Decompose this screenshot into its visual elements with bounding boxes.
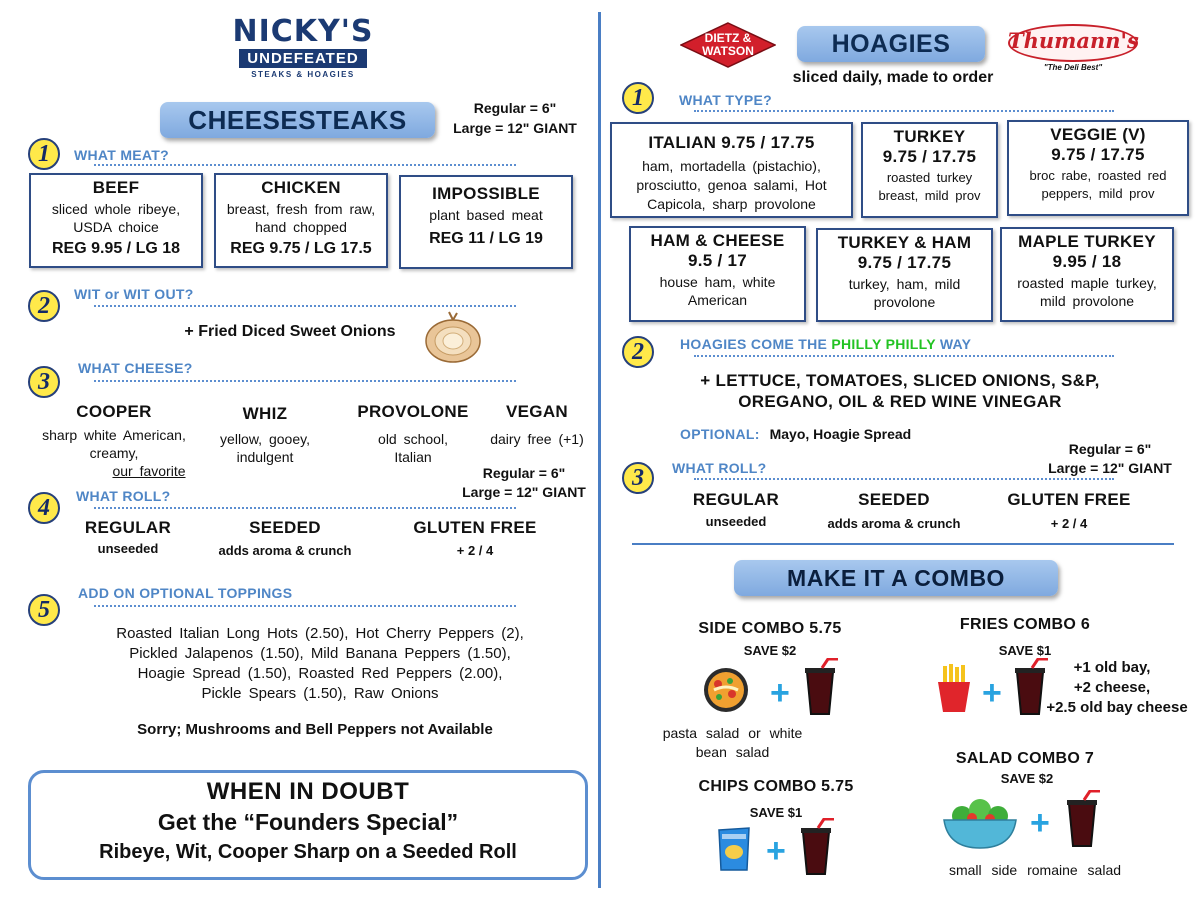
plus-icon: + xyxy=(766,832,786,870)
roll-seeded: SEEDED adds aroma & crunch xyxy=(218,518,352,558)
doubt-heading: WHEN IN DOUBT xyxy=(206,778,410,805)
step-what-meat: WHAT MEAT? xyxy=(74,147,170,163)
roll-regular: REGULAR unseeded xyxy=(84,518,172,556)
salad-combo-title: SALAD COMBO 7 xyxy=(955,750,1095,767)
pasta-salad-icon xyxy=(702,666,750,714)
chips-bag-icon xyxy=(716,826,752,872)
hoagie-roll-gluten-free: GLUTEN FREE + 2 / 4 xyxy=(1007,490,1131,531)
step-1-badge: 1 xyxy=(28,138,60,170)
hoagie-card-turkey: TURKEY 9.75 / 17.75 roasted turkey breast, mild prov xyxy=(861,122,998,218)
dotted-rule xyxy=(94,380,516,382)
soda-cup-icon xyxy=(796,818,836,876)
fries-combo-title: FRIES COMBO 6 xyxy=(959,616,1091,633)
hoagie-step-2-badge: 2 xyxy=(622,336,654,368)
plus-icon: + xyxy=(1030,804,1050,842)
plus-icon: + xyxy=(770,674,790,712)
hoagies-subtitle: sliced daily, made to order xyxy=(792,69,994,86)
dotted-rule xyxy=(94,164,516,166)
step-what-roll-hoagie: WHAT ROLL? xyxy=(672,460,767,476)
toppings-list: Roasted Italian Long Hots (2.50), Hot Cherry Peppers (2), Pickled Jalapenos (1.50), Mild Banana Peppers (1.50), Hoagie Spread (1.50), Roasted Red Peppers (2.00), Pickle Spears (1.50), Raw Onions xyxy=(116,625,524,702)
founders-special-desc: Ribeye, Wit, Cooper Sharp on a Seeded Roll xyxy=(99,841,517,863)
meat-card-chicken: CHICKEN breast, fresh from raw, hand chopped REG 9.75 / LG 17.5 xyxy=(214,173,388,268)
combo-title: MAKE IT A COMBO xyxy=(734,560,1058,596)
roll-sizes: Regular = 6" Large = 12" GIANT xyxy=(462,465,586,500)
hoagie-card-turkey-ham: TURKEY & HAM 9.75 / 17.75 turkey, ham, mild provolone xyxy=(816,228,993,322)
hoagie-card-maple-turkey: MAPLE TURKEY 9.95 / 18 roasted maple turkey, mild provolone xyxy=(1000,227,1174,322)
step-4-badge: 4 xyxy=(28,492,60,524)
roll-gluten-free: GLUTEN FREE + 2 / 4 xyxy=(413,518,537,558)
step-5-badge: 5 xyxy=(28,594,60,626)
soda-cup-icon xyxy=(1062,790,1102,848)
optional-toppings: OPTIONAL: Mayo, Hoagie Spread xyxy=(680,426,912,442)
hoagie-step-1-badge: 1 xyxy=(622,82,654,114)
side-combo-desc: pasta salad or white bean salad xyxy=(662,725,803,760)
step-what-roll: WHAT ROLL? xyxy=(76,488,171,504)
fries-options: +1 old bay, +2 cheese, +2.5 old bay cheese xyxy=(1046,659,1188,716)
dotted-rule xyxy=(694,110,1114,112)
cheese-whiz: WHIZ yellow, gooey, indulgent xyxy=(220,404,310,465)
plus-icon: + xyxy=(982,674,1002,712)
cheese-cooper: COOPER sharp white American, creamy, our favorite xyxy=(42,402,186,479)
nickys-logo: NICKY'S UNDEFEATED STEAKS & HOAGIES xyxy=(232,14,374,79)
step-wit-or-wit-out: WIT or WIT OUT? xyxy=(74,286,194,302)
fries-combo-save: SAVE $1 xyxy=(998,643,1052,658)
center-divider xyxy=(598,12,601,888)
founders-special-title: Get the “Founders Special” xyxy=(157,809,459,835)
fries-icon xyxy=(934,664,974,714)
step-toppings: ADD ON OPTIONAL TOPPINGS xyxy=(78,585,293,601)
unavailable-note: Sorry; Mushrooms and Bell Peppers not Available xyxy=(137,721,493,738)
onion-icon xyxy=(422,310,484,364)
dotted-rule xyxy=(94,305,516,307)
salad-bowl-icon xyxy=(940,794,1020,850)
philly-toppings: + LETTUCE, TOMATOES, SLICED ONIONS, S&P, OREGANO, OIL & RED WINE VINEGAR xyxy=(700,371,1100,411)
hoagie-sizes: Regular = 6" Large = 12" GIANT xyxy=(1048,441,1172,476)
meat-card-impossible: IMPOSSIBLE plant based meat REG 11 / LG 19 xyxy=(399,175,573,269)
hoagie-roll-regular: REGULAR unseeded xyxy=(692,490,780,529)
hoagie-card-ham-cheese: HAM & CHEESE 9.5 / 17 house ham, white American xyxy=(629,226,806,322)
cheesesteak-sizes: Regular = 6" Large = 12" GIANT xyxy=(453,100,577,136)
cheese-provolone: PROVOLONE old school, Italian xyxy=(357,402,469,465)
dotted-rule xyxy=(94,507,516,509)
onions-addon: + Fried Diced Sweet Onions xyxy=(184,323,396,340)
step-what-type: WHAT TYPE? xyxy=(679,92,772,108)
dotted-rule xyxy=(694,478,1114,480)
founders-special-box xyxy=(28,770,588,880)
step-what-cheese: WHAT CHEESE? xyxy=(78,360,193,376)
combo-separator xyxy=(632,543,1174,545)
soda-cup-icon xyxy=(800,658,840,716)
step-2-badge: 2 xyxy=(28,290,60,322)
thumanns-logo: Thumann's "The Deli Best" xyxy=(1008,20,1138,74)
chips-combo-save: SAVE $1 xyxy=(749,805,803,820)
side-combo-save: SAVE $2 xyxy=(743,643,797,658)
dotted-rule xyxy=(694,355,1114,357)
salad-combo-desc: small side romaine salad xyxy=(948,862,1122,878)
hoagie-step-3-badge: 3 xyxy=(622,462,654,494)
hoagie-card-veggie: VEGGIE (V) 9.75 / 17.75 broc rabe, roasted red peppers, mild prov xyxy=(1007,120,1189,216)
side-combo-title: SIDE COMBO 5.75 xyxy=(698,620,842,637)
meat-card-beef: BEEF sliced whole ribeye, USDA choice REG 9.95 / LG 18 xyxy=(29,173,203,268)
cheese-vegan: VEGAN dairy free (+1) xyxy=(490,402,584,447)
hoagie-roll-seeded: SEEDED adds aroma & crunch xyxy=(827,490,961,531)
cheesesteaks-title: CHEESESTEAKS xyxy=(160,102,435,138)
step-philly-way: HOAGIES COME THE PHILLY PHILLY WAY xyxy=(680,336,972,352)
salad-combo-save: SAVE $2 xyxy=(1000,771,1054,786)
hoagie-card-italian: ITALIAN 9.75 / 17.75 ham, mortadella (pistachio), prosciutto, genoa salami, Hot Capicola, sharp provolone xyxy=(610,122,853,218)
dietz-watson-logo: DIETZ & WATSON xyxy=(680,22,776,68)
dotted-rule xyxy=(94,605,516,607)
chips-combo-title: CHIPS COMBO 5.75 xyxy=(698,778,854,795)
hoagies-title: HOAGIES xyxy=(797,26,985,62)
step-3-badge: 3 xyxy=(28,366,60,398)
